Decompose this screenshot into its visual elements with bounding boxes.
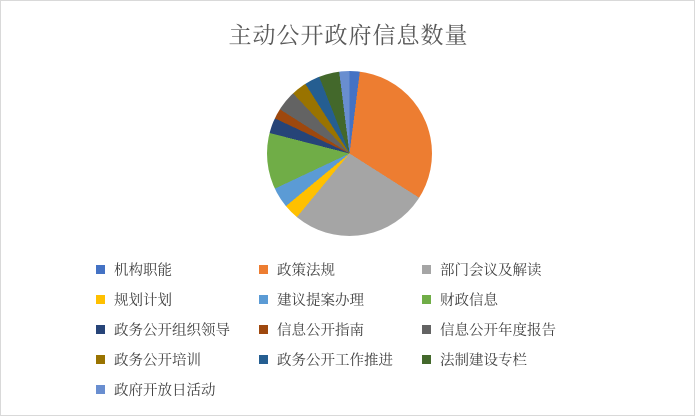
legend-label: 政府开放日活动 [114, 383, 216, 399]
legend-item-5[interactable] [422, 289, 622, 310]
legend-label: 建议提案办理 [277, 293, 364, 309]
legend-item-6[interactable] [96, 319, 259, 340]
legend-swatch-icon [422, 355, 431, 364]
legend-item-0[interactable] [96, 259, 259, 280]
legend-swatch-icon [259, 265, 268, 274]
legend-swatch-icon [422, 265, 431, 274]
legend-swatch-icon [422, 325, 431, 334]
legend-label: 法制建设专栏 [440, 353, 527, 369]
legend-item-3[interactable] [96, 289, 259, 310]
legend-item-8[interactable] [422, 319, 622, 340]
legend-swatch-icon [96, 325, 105, 334]
legend-label: 政策法规 [277, 263, 335, 279]
legend-label: 机构职能 [114, 263, 172, 279]
legend-swatch-icon [96, 355, 105, 364]
chart-legend [96, 259, 626, 409]
legend-item-4[interactable] [259, 289, 422, 310]
legend-item-12[interactable] [96, 379, 259, 400]
legend-item-9[interactable] [96, 349, 259, 370]
legend-label: 信息公开年度报告 [440, 323, 556, 339]
legend-label: 财政信息 [440, 293, 498, 309]
legend-swatch-icon [96, 385, 105, 394]
legend-row [96, 349, 626, 370]
legend-swatch-icon [422, 295, 431, 304]
legend-item-10[interactable] [259, 349, 422, 370]
legend-swatch-icon [96, 295, 105, 304]
legend-label: 部门会议及解读 [440, 263, 542, 279]
legend-item-1[interactable] [259, 259, 422, 280]
legend-label: 规划计划 [114, 293, 172, 309]
legend-label: 政务公开培训 [114, 353, 201, 369]
pie-chart-area [1, 71, 695, 236]
legend-row [96, 319, 626, 340]
legend-label: 信息公开指南 [277, 323, 364, 339]
legend-swatch-icon [259, 295, 268, 304]
chart-title: 主动公开政府信息数量 [228, 22, 469, 48]
legend-row [96, 379, 626, 400]
pie-chart [267, 71, 432, 236]
legend-swatch-icon [259, 325, 268, 334]
legend-item-2[interactable] [422, 259, 622, 280]
legend-item-11[interactable] [422, 349, 622, 370]
legend-swatch-icon [259, 355, 268, 364]
legend-swatch-icon [96, 265, 105, 274]
legend-row [96, 289, 626, 310]
legend-row [96, 259, 626, 280]
legend-label: 政务公开组织领导 [114, 323, 230, 339]
legend-item-7[interactable] [259, 319, 422, 340]
legend-label: 政务公开工作推进 [277, 353, 393, 369]
